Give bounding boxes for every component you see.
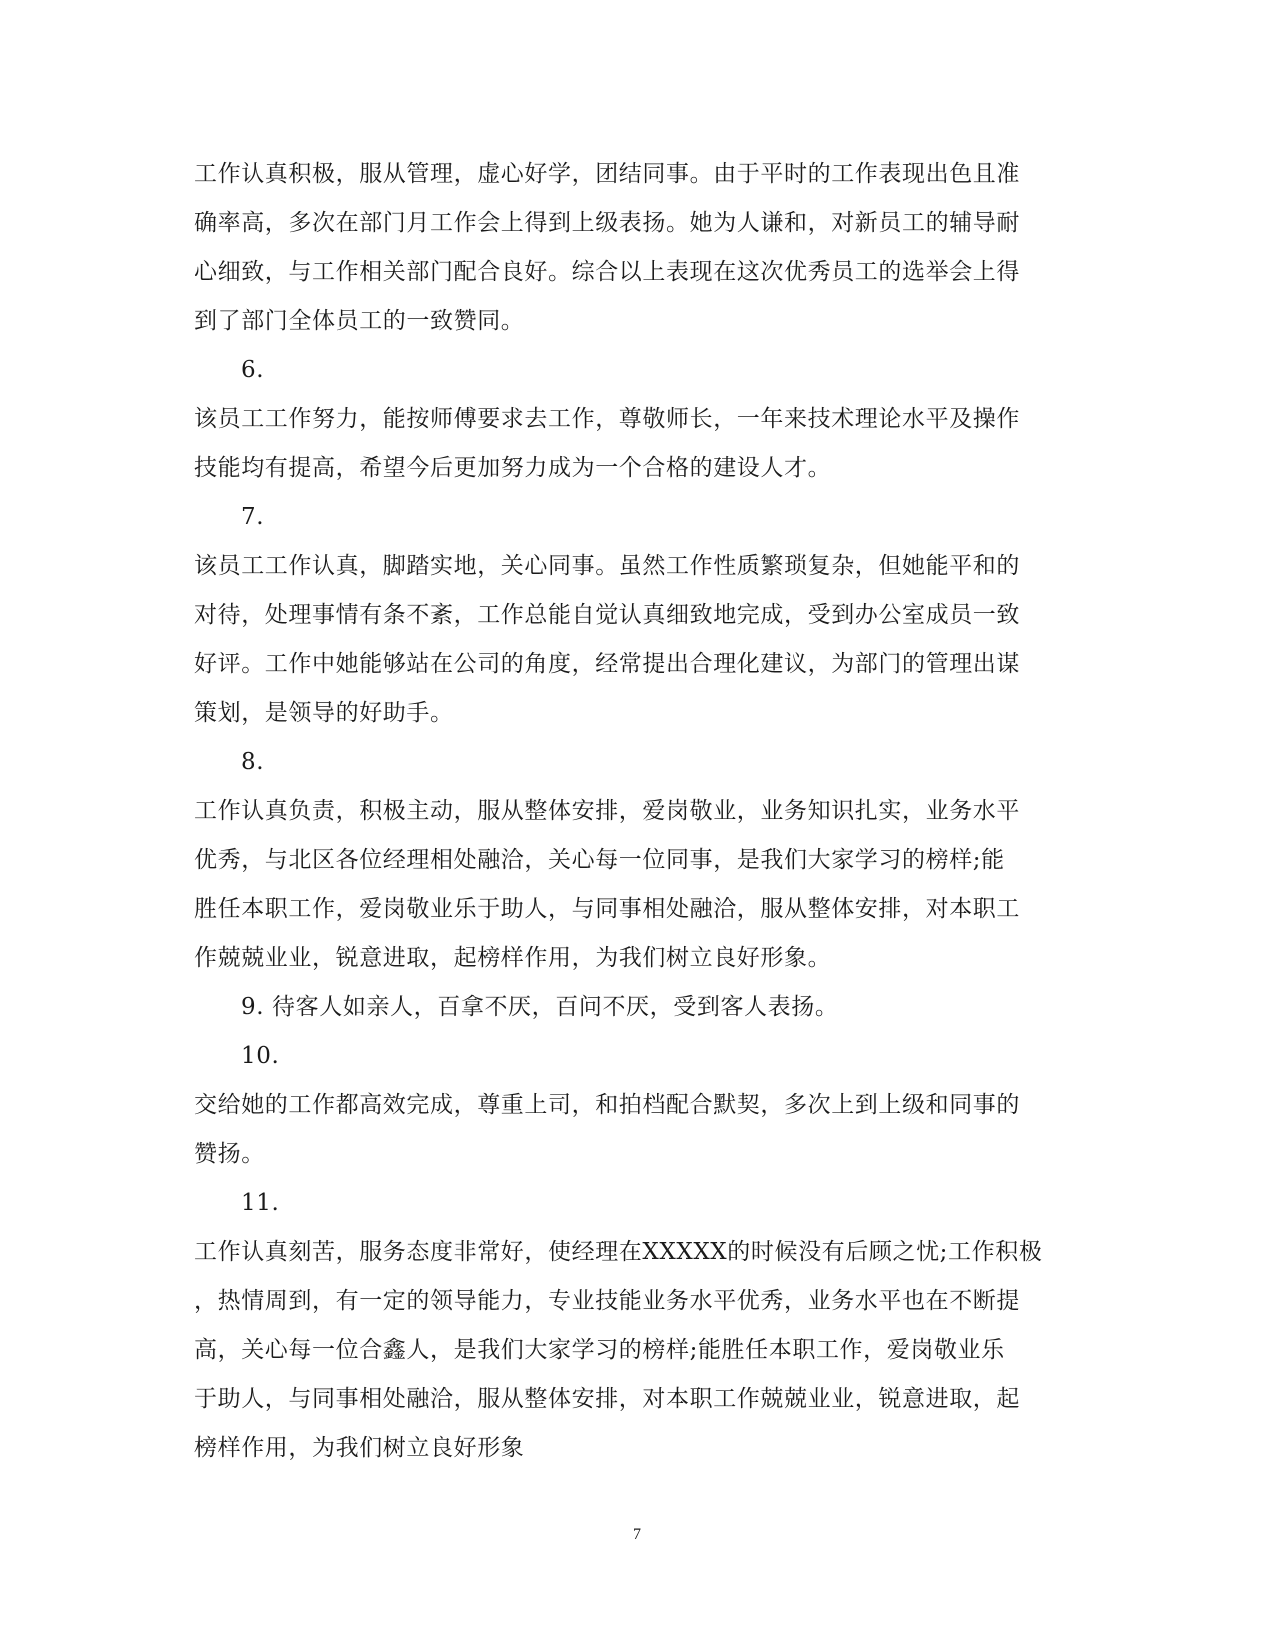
item-number-line: 10. — [241, 1043, 280, 1069]
item-number-line: 6. — [241, 357, 265, 383]
text-line: 于助人，与同事相处融洽，服从整体安排，对本职工作兢兢业业，锐意进取，起 — [194, 1386, 1020, 1412]
text-line: 作兢兢业业，锐意进取，起榜样作用，为我们树立良好形象。 — [194, 945, 832, 971]
text-line: 榜样作用，为我们树立良好形象 — [194, 1435, 525, 1461]
text-line: 该员工工作认真，脚踏实地，关心同事。虽然工作性质繁琐复杂，但她能平和的 — [194, 553, 1020, 579]
text-line: 该员工工作努力，能按师傅要求去工作，尊敬师长，一年来技术理论水平及操作 — [194, 406, 1020, 432]
text-line: 策划，是领导的好助手。 — [194, 700, 454, 726]
item-number-line: 8. — [241, 749, 265, 775]
item-number-line: 7. — [241, 504, 265, 530]
document-body — [194, 150, 1074, 1473]
text-line: 工作认真积极，服从管理，虚心好学，团结同事。由于平时的工作表现出色且准 — [194, 161, 1020, 187]
text-line: 到了部门全体员工的一致赞同。 — [194, 308, 525, 334]
text-line: 胜任本职工作，爱岗敬业乐于助人，与同事相处融洽，服从整体安排，对本职工 — [194, 896, 1020, 922]
text-line: 优秀，与北区各位经理相处融洽，关心每一位同事，是我们大家学习的榜样;能 — [194, 847, 1005, 873]
text-line: 心细致，与工作相关部门配合良好。综合以上表现在这次优秀员工的选举会上得 — [194, 259, 1020, 285]
text-line: 对待，处理事情有条不紊，工作总能自觉认真细致地完成，受到办公室成员一致 — [194, 602, 1020, 628]
text-line: 好评。工作中她能够站在公司的角度，经常提出合理化建议，为部门的管理出谋 — [194, 651, 1020, 677]
text-line: 交给她的工作都高效完成，尊重上司，和拍档配合默契，多次上到上级和同事的 — [194, 1092, 1020, 1118]
text-line: ，热情周到，有一定的领导能力，专业技能业务水平优秀，业务水平也在不断提 — [194, 1288, 1020, 1314]
text-line: 工作认真刻苦，服务态度非常好，使经理在XXXXX的时候没有后顾之忧;工作积极 — [194, 1239, 1043, 1265]
text-line: 技能均有提高，希望今后更加努力成为一个合格的建设人才。 — [194, 455, 832, 481]
page-number: 7 — [633, 1526, 641, 1543]
text-line: 赞扬。 — [194, 1141, 265, 1167]
text-line: 高，关心每一位合鑫人，是我们大家学习的榜样;能胜任本职工作，爱岗敬业乐 — [194, 1337, 1005, 1363]
text-line: 工作认真负责，积极主动，服从整体安排，爱岗敬业，业务知识扎实，业务水平 — [194, 798, 1020, 824]
item-number-line: 11. — [241, 1190, 280, 1216]
item-number-line: 9. 待客人如亲人，百拿不厌，百问不厌，受到客人表扬。 — [241, 994, 839, 1020]
text-line: 确率高，多次在部门月工作会上得到上级表扬。她为人谦和，对新员工的辅导耐 — [194, 210, 1020, 236]
